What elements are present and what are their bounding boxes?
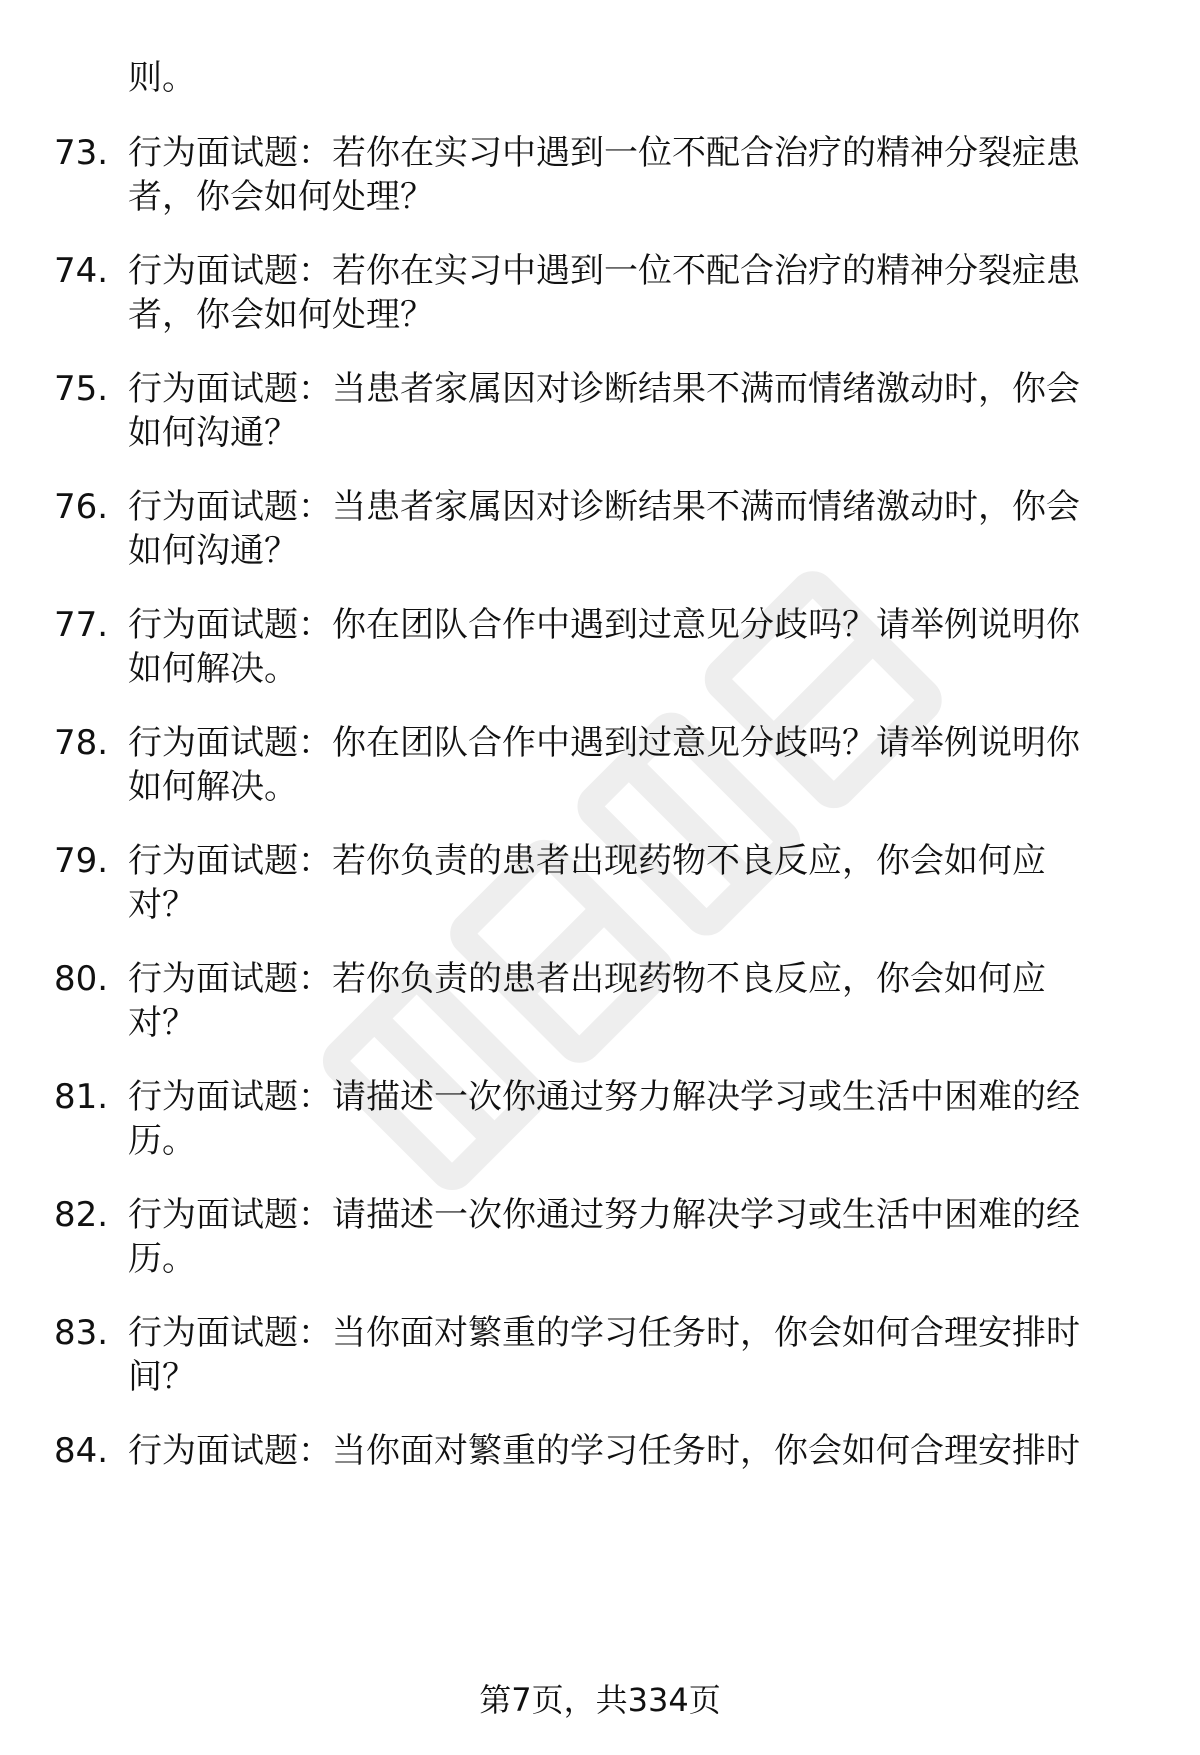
question-number: 78. <box>54 723 109 763</box>
question-number: 74. <box>54 251 109 291</box>
question-text-line1: 行为面试题：当患者家属因对诊断结果不满而情绪激动时，你会 <box>128 369 1080 409</box>
question-number: 76. <box>54 487 109 527</box>
question-number: 79. <box>54 841 109 881</box>
question-text-line1: 行为面试题：你在团队合作中遇到过意见分歧吗？请举例说明你 <box>128 723 1080 763</box>
question-text-line1: 行为面试题：若你负责的患者出现药物不良反应，你会如何应 <box>128 959 1046 999</box>
question-text-line2: 对？ <box>128 1003 196 1043</box>
question-text-line2: 如何解决。 <box>128 767 298 807</box>
question-text-line2: 对？ <box>128 885 196 925</box>
question-text-line1: 行为面试题：请描述一次你通过努力解决学习或生活中困难的经 <box>128 1195 1080 1235</box>
question-text-line1: 行为面试题：当患者家属因对诊断结果不满而情绪激动时，你会 <box>128 487 1080 527</box>
question-text-line1: 行为面试题：当你面对繁重的学习任务时，你会如何合理安排时 <box>128 1313 1080 1353</box>
question-text-line2: 如何解决。 <box>128 649 298 689</box>
question-number: 82. <box>54 1195 109 1235</box>
question-text-line2: 如何沟通？ <box>128 413 298 453</box>
question-text-line2: 间？ <box>128 1357 196 1397</box>
question-text-line1: 行为面试题：若你在实习中遇到一位不配合治疗的精神分裂症患 <box>128 251 1080 291</box>
page-footer: 第7页，共334页 <box>479 1681 721 1719</box>
question-number: 84. <box>54 1431 109 1471</box>
question-number: 77. <box>54 605 109 645</box>
question-text-line1: 行为面试题：你在团队合作中遇到过意见分歧吗？请举例说明你 <box>128 605 1080 645</box>
question-text-line2: 者，你会如何处理？ <box>128 295 434 335</box>
question-text-line1: 行为面试题：请描述一次你通过努力解决学习或生活中困难的经 <box>128 1077 1080 1117</box>
question-text-line2: 者，你会如何处理？ <box>128 177 434 217</box>
question-text-line2: 历。 <box>128 1121 196 1161</box>
question-number: 73. <box>54 133 109 173</box>
intro-line: 则。 <box>128 58 196 98</box>
question-number: 81. <box>54 1077 109 1117</box>
question-text-line2: 历。 <box>128 1239 196 1279</box>
question-number: 83. <box>54 1313 109 1353</box>
question-text-line1: 行为面试题：若你在实习中遇到一位不配合治疗的精神分裂症患 <box>128 133 1080 173</box>
question-text-line2: 如何沟通？ <box>128 531 298 571</box>
question-number: 75. <box>54 369 109 409</box>
question-text-line1: 行为面试题：当你面对繁重的学习任务时，你会如何合理安排时 <box>128 1431 1080 1471</box>
question-text-line1: 行为面试题：若你负责的患者出现药物不良反应，你会如何应 <box>128 841 1046 881</box>
question-number: 80. <box>54 959 109 999</box>
